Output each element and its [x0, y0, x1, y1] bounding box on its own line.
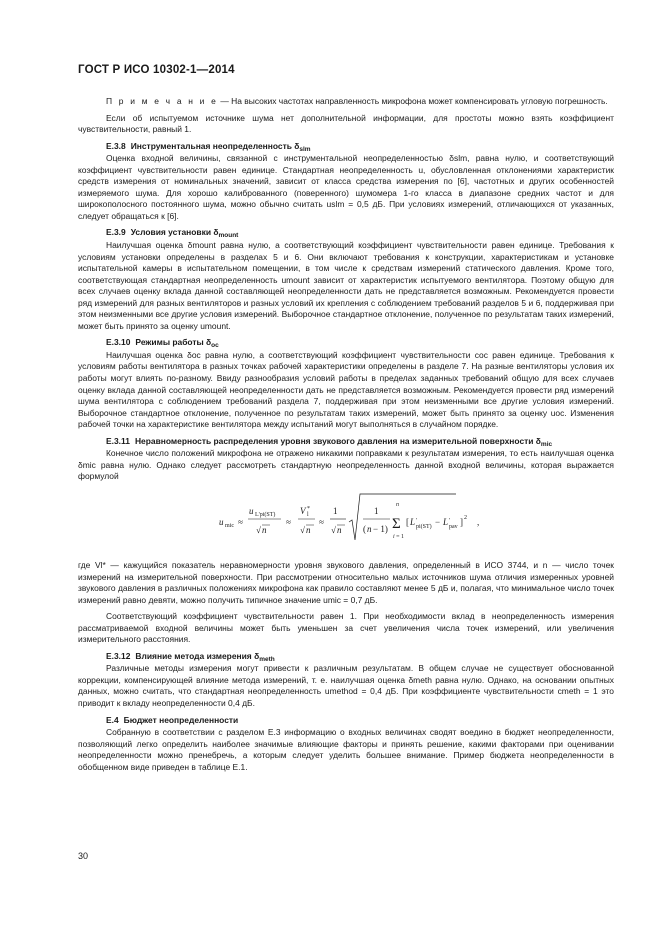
svg-text:n: n [306, 524, 311, 535]
svg-text:[: [ [406, 516, 409, 527]
paragraph-e39: Наилучшая оценка δmount равна нулю, а соответствующий коэффициент чувствительности равен единице. Требования к условиям установки определены в разделах 5 и 6. Они включают требования к конструкции, характеристикам и установке испытательной камеры в испытательном помещении, в том числе к средствам измерений статического давления. Кроме того, соответствующая стандартная неопределенность umount зависит от характеристик испытуемого вентилятора. Поэтому общую для всех случаев оценку вклада данной составляющей неопределенности дать не представляется возможным. Рекомендуется провести ряд измерений для разных вентиляторов и разных условий их крепления с соблюдением требований разделов 5 и 6, поддерживая при этом неизменными все другие условия измерений. Выборочное стандартное отклонение, полученное по результатам таких измерений, может быть принято за оценку umount. [78, 240, 614, 331]
svg-text:*: * [307, 505, 310, 512]
svg-text:√: √ [256, 524, 261, 535]
heading-e4: Е.4 Бюджет неопределенности [106, 714, 239, 725]
svg-text:L'pi(ST): L'pi(ST) [255, 511, 276, 518]
svg-text:l: l [307, 511, 309, 518]
heading-e38: Е.3.8 Инструментальная неопределенность $\delta_{slm}$ [106, 140, 311, 153]
svg-text:1: 1 [333, 505, 338, 516]
svg-text:Σ: Σ [392, 515, 401, 532]
paragraph-e38: Оценка входной величины, связанной с инструментальной неопределенностью δslm, равна нулю, и соответствующий коэффициент чувствительности равен единице. Стандартная неопределенность u, обусловленная отклонениями характеристик средств измерения от номинальных значений, зависит от класса средства измерения по [6], частотных и других особенностей измеряемого шума. Для хорошо калиброванного (поверенного) шумомера 1-го класса в диапазоне средних частот и для широкополосного постоянного шума, можно обычно считать uslm = 0,5 дБ. При условиях измерений, отличающихся от указанных, следует обращаться к [6]. [78, 153, 614, 221]
svg-text:pi(ST): pi(ST) [416, 523, 432, 530]
svg-text:≈: ≈ [238, 516, 243, 527]
svg-text:i = 1: i = 1 [393, 533, 405, 540]
svg-text:√: √ [331, 524, 336, 535]
paragraph-e311: Конечное число положений микрофона не отражено никакими поправками к результатам измерения, то есть наилучшая оценка δmic равна нулю. Однако следует рассмотреть стандартную неопределенность данной входной величины, которая выражается формулой [78, 448, 614, 482]
note-label: П р и м е ч а н и е [106, 96, 219, 106]
paragraph-e311-where: где Vl* — кажущийся показатель неравномерности уровня звукового давления, определенный в ИСО 3744, и n — число точек измерений на измерительной поверхности. При рассмотрении относительно малых источников шума отличия измеренных уровней звукового давления в различных положениях микрофона как правило составляют менее 5 дБ и, полагая, что минимальное число точек измерений равно девяти, можно получить типичное значение umic = 0,7 дБ. [78, 559, 614, 605]
paragraph-e310: Наилучшая оценка δoc равна нулю, а соответствующий коэффициент чувствительности coc равен единице. Требования к условиям работы вентилятора в разных точках рабочей характеристики определены в разделе 7. На разные вентиляторы условия их работы могут влиять по-разному. Ввиду разнообразия условий работы в пределах заданных требований общую для всех случаев оценку вклада данной составляющей неопределенности дать не представляется возможным. Рекомендуется провести ряд измерений шума вентилятора с соблюдением требований раздела 7, поддерживая при этом неизменными все другие условия измерений. Выборочное стандартное отклонение, полученное по результатам таких измерений, может быть принято за оценку uoc. Изменения рабочей точки на характеристике вентилятора между испытаний могут выполняться в случайном порядке. [78, 349, 614, 430]
paragraph-e4: Собранную в соответствии с разделом Е.3 информацию о входных величинах сводят воедино в бюджет неопределенности, позволяющий легко определить наиболее значимые влияющие факторы и принять решение, какими факторами при оценивании неопределенности можно пренебречь, а которым следует уделить большее внимание. Пример бюджета неопределенности в обобщенном виде приведен в таблице Е.1. [78, 727, 614, 772]
page-number: 30 [78, 851, 89, 861]
svg-text:V: V [300, 505, 306, 516]
document-header: ГОСТ Р ИСО 10302-1—2014 [78, 64, 235, 76]
formula-graphic [78, 488, 614, 552]
svg-text:pav: pav [449, 523, 458, 530]
svg-text:u: u [249, 505, 254, 516]
svg-text:(: ( [363, 523, 366, 534]
svg-text:': ' [416, 517, 418, 524]
svg-text:n: n [367, 523, 372, 534]
paragraph-e312: Различные методы измерения могут привести к различным результатам. В общем случае не существует обоснованной коррекции, компенсирующей влияние метода измерений, т. е. наилучшая оценка δmeth равна нулю. Однако, на основании опытных данных, можно считать, что стандартная неопределенность umethod = 0,4 дБ. При коэффициенте чувствительности cmeth = 1 это приводит к вкладу неопределенности 0,4 дБ. [78, 663, 614, 708]
svg-text:mic: mic [225, 522, 234, 529]
svg-text:n: n [396, 501, 399, 508]
heading-e311: Е.3.11 Неравномерность распределения уровня звукового давления на измерительной поверхности $\delta_{mic}$ [106, 435, 553, 448]
svg-text:− 1): − 1) [373, 523, 388, 534]
svg-text:≈: ≈ [286, 516, 291, 527]
svg-text:2: 2 [464, 514, 467, 521]
formula-umic [78, 488, 614, 552]
svg-text:√: √ [300, 524, 305, 535]
svg-text:L: L [410, 516, 416, 527]
svg-text:1: 1 [374, 505, 379, 516]
svg-text:]: ] [460, 516, 463, 527]
paragraph-no-info: Если об испытуемом источнике шума нет дополнительной информации, для простоты можно взять коэффициент чувствительности, равный 1. [78, 112, 614, 135]
svg-text:': ' [449, 517, 451, 524]
heading-e312: Е.3.12 Влияние метода измерения $\delta_{meth}$ [106, 650, 275, 663]
heading-e310: Е.3.10 Режимы работы $\delta_{oc}$ [106, 337, 219, 350]
svg-text:≈: ≈ [319, 516, 324, 527]
svg-text:L: L [443, 516, 449, 527]
svg-text:n: n [262, 524, 267, 535]
svg-text:,: , [477, 516, 480, 527]
svg-text:−: − [435, 516, 441, 527]
document-body [78, 96, 614, 778]
note-paragraph [78, 96, 614, 108]
note-text: — На высоких частотах направленность микрофона может компенсировать угловую погрешность. [218, 96, 608, 106]
paragraph-e311-sensitivity: Соответствующий коэффициент чувствительности равен 1. При необходимости вклад в неопределенность измерения рассматриваемой входной величины может быть уменьшен за счет увеличения числа точек измерений, или увеличения измерительного расстояния. [78, 611, 614, 645]
svg-text:n: n [337, 524, 342, 535]
svg-text:u: u [219, 516, 224, 527]
heading-e39: Е.3.9 Условия установки $\delta_{mount}$ [106, 227, 239, 240]
